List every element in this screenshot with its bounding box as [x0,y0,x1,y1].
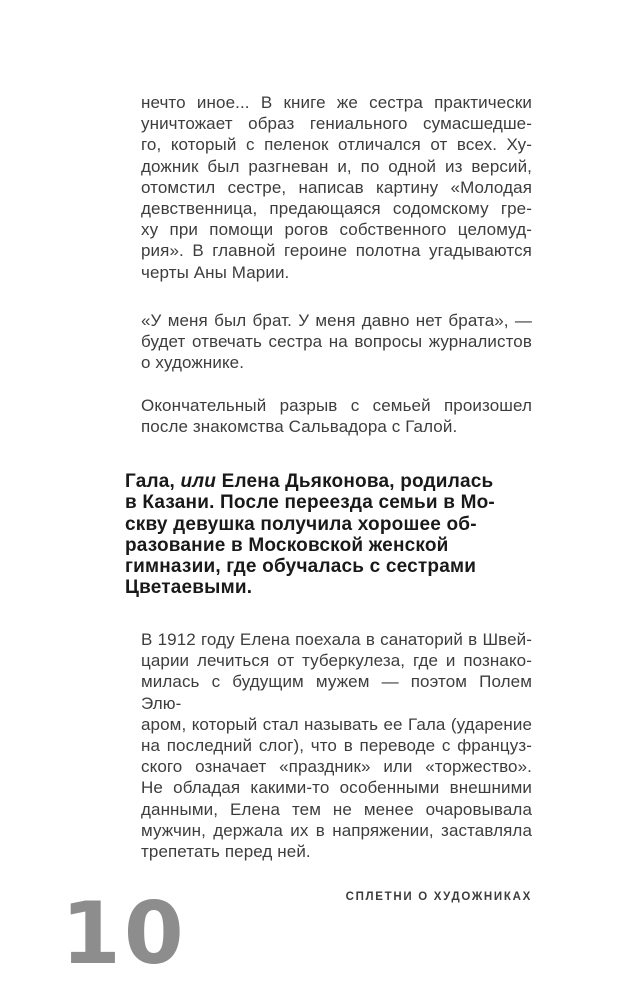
text-line: уничтожает образ гениального сумасшедше- [141,114,532,134]
text-line: царии лечиться от туберкулеза, где и познако- [141,651,532,671]
text-line: гимназии, где обучалась с сестрами [125,556,477,578]
paragraph-3 [141,395,532,437]
text-line: в Казани. После переезда семьи в Мо- [125,492,495,514]
text-line: девственница, предающаяся содомскому гре- [141,199,532,219]
paragraph-4 [141,629,532,862]
emphasis-block [125,471,537,599]
text-line: го, который с пеленок отличался от всех. Ху- [141,135,532,155]
text-line: на последний слог), что в переводе с француз- [141,736,532,756]
text-line: «У меня был брат. У меня давно нет брата», — [141,311,532,330]
text-line: рия». В главной героине полотна угадываются [141,241,532,261]
emphasis-prefix: Гала, [125,471,181,492]
text-line: черты Аны Марии. [141,262,290,282]
emphasis-suffix: Елена Дьяконова, родилась [216,471,494,492]
text-line: скву девушка получила хорошее об- [125,513,477,535]
paragraph-1 [141,92,532,283]
text-line: данными, Елена тем не менее очаровывала [141,799,532,819]
text-line: после знакомства Сальвадора с Галой. [141,417,458,437]
text-line: милась с будущим мужем — поэтом Полем Элю- [141,672,532,713]
text-line: Окончательный разрыв с семьей произошел [141,396,532,415]
text-line: аром, который стал называть ее Гала (ударение [141,714,532,734]
text-line: ху при помощи рогов собственного целомуд- [141,220,532,240]
text-line: ского означает «праздник» или «торжество». [141,757,532,777]
text-line: дожник был разгневан и, по одной из версий, [141,156,532,176]
text-line: отомстил сестре, написав картину «Молодая [141,177,532,197]
emphasis-italic-word: или [180,471,217,492]
text-line [125,471,537,492]
text-line: о художнике. [141,353,245,373]
paragraph-2 [141,310,532,374]
page-number: 10 [61,884,187,984]
text-line: будет отвечать сестра на вопросы журналистов [141,332,532,352]
text-line: мужчин, держала их в напряжении, заставляла [141,820,532,840]
text-line: Не обладая какими-то особенными внешними [141,778,532,798]
running-header: СПЛЕТНИ О ХУДОЖНИКАХ [345,891,532,903]
text-line: Цветаевыми. [125,577,253,599]
text-line: В 1912 году Елена поехала в санаторий в Швей- [141,630,532,649]
text-line: нечто иное... В книге же сестра практически [141,93,532,112]
text-line: трепетать перед ней. [141,842,311,862]
text-line: разование в Московской женской [125,534,449,556]
